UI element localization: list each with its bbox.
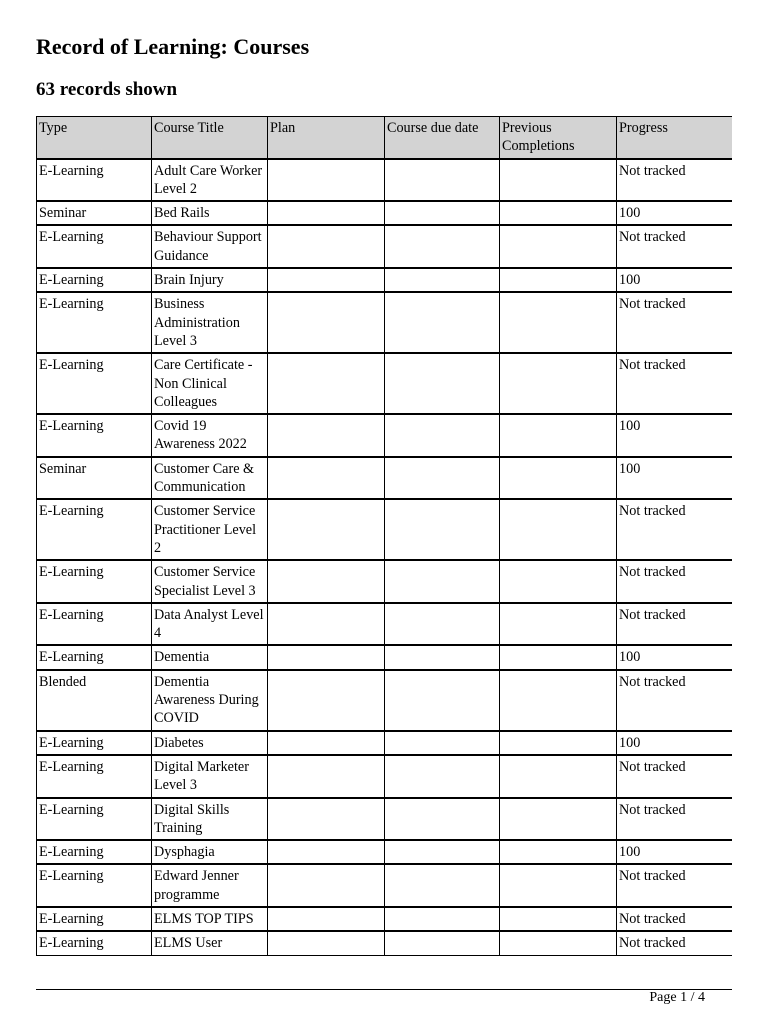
cell-previous-completions	[500, 268, 617, 292]
cell-course-due-date	[385, 499, 500, 560]
cell-plan	[268, 560, 385, 603]
cell-type: E-Learning	[37, 907, 152, 931]
table-row	[37, 268, 733, 292]
cell-course-title: Edward Jenner programme	[152, 864, 268, 907]
cell-type: E-Learning	[37, 645, 152, 669]
cell-plan	[268, 225, 385, 268]
cell-course-title: ELMS User	[152, 931, 268, 955]
cell-progress: 100	[617, 201, 733, 225]
cell-course-due-date	[385, 798, 500, 841]
cell-course-due-date	[385, 414, 500, 457]
column-header-progress: Progress	[617, 117, 733, 159]
cell-progress: Not tracked	[617, 353, 733, 414]
table-row	[37, 840, 733, 864]
cell-course-title: Customer Service Specialist Level 3	[152, 560, 268, 603]
cell-plan	[268, 645, 385, 669]
footer-divider	[36, 989, 732, 990]
cell-previous-completions	[500, 159, 617, 202]
cell-plan	[268, 353, 385, 414]
cell-progress: Not tracked	[617, 931, 733, 955]
cell-previous-completions	[500, 755, 617, 798]
courses-table	[36, 116, 732, 956]
cell-plan	[268, 670, 385, 731]
cell-previous-completions	[500, 353, 617, 414]
cell-course-title: Dysphagia	[152, 840, 268, 864]
table-header-row	[37, 117, 733, 159]
cell-progress: Not tracked	[617, 755, 733, 798]
cell-course-due-date	[385, 645, 500, 669]
cell-course-title: Brain Injury	[152, 268, 268, 292]
cell-plan	[268, 268, 385, 292]
cell-plan	[268, 907, 385, 931]
cell-course-due-date	[385, 931, 500, 955]
table-row	[37, 353, 733, 414]
table-row	[37, 414, 733, 457]
cell-type: E-Learning	[37, 499, 152, 560]
cell-progress: 100	[617, 645, 733, 669]
cell-course-title: Diabetes	[152, 731, 268, 755]
table-row	[37, 907, 733, 931]
cell-course-title: ELMS TOP TIPS	[152, 907, 268, 931]
cell-type: E-Learning	[37, 755, 152, 798]
cell-progress: 100	[617, 731, 733, 755]
cell-course-title: Customer Service Practitioner Level 2	[152, 499, 268, 560]
cell-previous-completions	[500, 225, 617, 268]
cell-previous-completions	[500, 840, 617, 864]
cell-type: E-Learning	[37, 414, 152, 457]
table-row	[37, 755, 733, 798]
cell-course-due-date	[385, 840, 500, 864]
cell-plan	[268, 414, 385, 457]
table-row	[37, 798, 733, 841]
table-row	[37, 225, 733, 268]
table-row	[37, 864, 733, 907]
table-row	[37, 931, 733, 955]
cell-course-due-date	[385, 755, 500, 798]
column-header-previous-completions: Previous Completions	[500, 117, 617, 159]
cell-type: Seminar	[37, 201, 152, 225]
cell-type: E-Learning	[37, 931, 152, 955]
table-row	[37, 159, 733, 202]
cell-progress: Not tracked	[617, 798, 733, 841]
cell-course-due-date	[385, 292, 500, 353]
cell-previous-completions	[500, 560, 617, 603]
table-row	[37, 731, 733, 755]
cell-previous-completions	[500, 201, 617, 225]
table-row	[37, 201, 733, 225]
cell-type: E-Learning	[37, 292, 152, 353]
cell-course-title: Customer Care & Communication	[152, 457, 268, 500]
page-number: Page 1 / 4	[649, 990, 705, 1005]
table-row	[37, 560, 733, 603]
column-header-course-title: Course Title	[152, 117, 268, 159]
cell-type: Seminar	[37, 457, 152, 500]
cell-plan	[268, 159, 385, 202]
cell-progress: Not tracked	[617, 292, 733, 353]
cell-previous-completions	[500, 645, 617, 669]
table-row	[37, 292, 733, 353]
cell-course-title: Care Certificate - Non Clinical Colleagues	[152, 353, 268, 414]
column-header-type: Type	[37, 117, 152, 159]
records-count: 63 records shown	[36, 79, 178, 100]
cell-previous-completions	[500, 931, 617, 955]
column-header-plan: Plan	[268, 117, 385, 159]
cell-course-title: Dementia	[152, 645, 268, 669]
cell-plan	[268, 603, 385, 646]
column-header-course-due-date: Course due date	[385, 117, 500, 159]
cell-progress: 100	[617, 414, 733, 457]
table-row	[37, 670, 733, 731]
cell-type: E-Learning	[37, 840, 152, 864]
cell-plan	[268, 292, 385, 353]
cell-course-due-date	[385, 731, 500, 755]
cell-course-due-date	[385, 201, 500, 225]
cell-type: E-Learning	[37, 353, 152, 414]
table-row	[37, 645, 733, 669]
cell-course-title: Digital Marketer Level 3	[152, 755, 268, 798]
cell-progress: Not tracked	[617, 225, 733, 268]
cell-type: E-Learning	[37, 159, 152, 202]
cell-type: Blended	[37, 670, 152, 731]
cell-progress: Not tracked	[617, 864, 733, 907]
cell-plan	[268, 201, 385, 225]
cell-course-due-date	[385, 670, 500, 731]
cell-progress: Not tracked	[617, 159, 733, 202]
cell-type: E-Learning	[37, 731, 152, 755]
cell-plan	[268, 798, 385, 841]
cell-previous-completions	[500, 499, 617, 560]
cell-plan	[268, 840, 385, 864]
cell-previous-completions	[500, 292, 617, 353]
cell-type: E-Learning	[37, 864, 152, 907]
cell-course-due-date	[385, 159, 500, 202]
cell-course-due-date	[385, 603, 500, 646]
cell-previous-completions	[500, 907, 617, 931]
cell-previous-completions	[500, 603, 617, 646]
cell-course-title: Behaviour Support Guidance	[152, 225, 268, 268]
cell-course-due-date	[385, 907, 500, 931]
cell-progress: 100	[617, 457, 733, 500]
cell-progress: Not tracked	[617, 670, 733, 731]
cell-course-due-date	[385, 864, 500, 907]
cell-progress: 100	[617, 840, 733, 864]
cell-type: E-Learning	[37, 798, 152, 841]
cell-course-title: Adult Care Worker Level 2	[152, 159, 268, 202]
cell-course-title: Dementia Awareness During COVID	[152, 670, 268, 731]
cell-course-due-date	[385, 225, 500, 268]
table-body	[37, 159, 733, 955]
table-row	[37, 603, 733, 646]
cell-course-due-date	[385, 457, 500, 500]
cell-previous-completions	[500, 798, 617, 841]
table-row	[37, 499, 733, 560]
cell-progress: Not tracked	[617, 907, 733, 931]
cell-previous-completions	[500, 457, 617, 500]
cell-previous-completions	[500, 864, 617, 907]
cell-previous-completions	[500, 414, 617, 457]
cell-type: E-Learning	[37, 560, 152, 603]
cell-course-title: Covid 19 Awareness 2022	[152, 414, 268, 457]
cell-plan	[268, 499, 385, 560]
cell-progress: 100	[617, 268, 733, 292]
cell-progress: Not tracked	[617, 603, 733, 646]
cell-type: E-Learning	[37, 268, 152, 292]
cell-course-due-date	[385, 268, 500, 292]
cell-plan	[268, 931, 385, 955]
cell-course-title: Bed Rails	[152, 201, 268, 225]
cell-plan	[268, 457, 385, 500]
cell-type: E-Learning	[37, 603, 152, 646]
page-title: Record of Learning: Courses	[36, 34, 310, 59]
cell-plan	[268, 731, 385, 755]
cell-previous-completions	[500, 670, 617, 731]
cell-progress: Not tracked	[617, 560, 733, 603]
cell-course-due-date	[385, 560, 500, 603]
cell-course-title: Data Analyst Level 4	[152, 603, 268, 646]
cell-plan	[268, 755, 385, 798]
courses-table-container	[36, 116, 732, 956]
cell-plan	[268, 864, 385, 907]
cell-course-due-date	[385, 353, 500, 414]
cell-course-title: Digital Skills Training	[152, 798, 268, 841]
cell-type: E-Learning	[37, 225, 152, 268]
cell-progress: Not tracked	[617, 499, 733, 560]
cell-course-title: Business Administration Level 3	[152, 292, 268, 353]
cell-previous-completions	[500, 731, 617, 755]
table-row	[37, 457, 733, 500]
